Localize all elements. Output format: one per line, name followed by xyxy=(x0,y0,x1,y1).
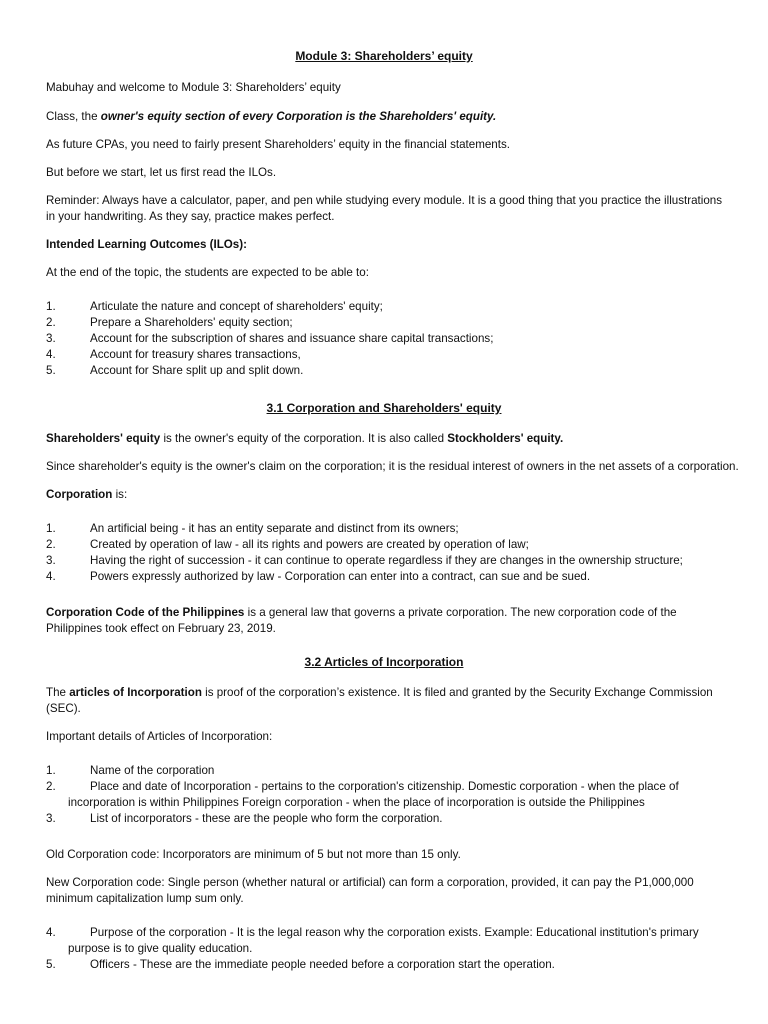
ilo-lead: At the end of the topic, the students are expected to be able to: xyxy=(46,266,369,279)
class-statement xyxy=(46,109,728,125)
list-text: Account for treasury shares transactions, xyxy=(90,348,301,361)
list-text: An artificial being - it has an entity separate and distinct from its owners; xyxy=(90,522,459,535)
code-rest: is a general law that governs a private corporation. The new corporation code of the Philippines took effect on February 23, 2019. xyxy=(46,606,677,635)
list-number: 5. xyxy=(46,364,56,377)
list-number: 4. xyxy=(46,926,56,939)
aoi-rest: is proof of the corporation’s existence. It is filed and granted by the Security Exchange Commission (SEC). xyxy=(46,686,713,715)
class-prefix: Class, the xyxy=(46,110,101,123)
corporation-code-paragraph xyxy=(46,605,728,637)
list-text: Powers expressly authorized by law - Corporation can enter into a contract, can sue and be sued. xyxy=(90,570,591,583)
list-number: 1. xyxy=(46,300,56,313)
list-number: 2. xyxy=(46,316,56,329)
list-text: Place and date of Incorporation - pertains to the corporation's citizenship. Domestic corporation - when the place of xyxy=(90,780,679,793)
list-text: List of incorporators - these are the people who form the corporation. xyxy=(90,812,443,825)
reminder-paragraph: Reminder: Always have a calculator, paper, and pen while studying every module. It is a good thing that you practice the illustrations in your handwriting. As they say, practice makes perfect. xyxy=(46,194,723,223)
list-number: 1. xyxy=(46,522,56,535)
list-text: Articulate the nature and concept of shareholders' equity; xyxy=(90,300,383,313)
list-text: Having the right of succession - it can continue to operate regardless if they are changes in the ownership structure; xyxy=(90,554,683,567)
cpa-text: As future CPAs, you need to fairly present Shareholders’ equity in the financial statements. xyxy=(46,138,510,151)
def-term2: Stockholders' equity. xyxy=(447,432,564,445)
old-code-text: Old Corporation code: Incorporators are minimum of 5 but not more than 15 only. xyxy=(46,848,461,861)
list-text: Prepare a Shareholders' equity section; xyxy=(90,316,293,329)
list-text: Account for Share split up and split down. xyxy=(90,364,304,377)
section-3-1-heading: 3.1 Corporation and Shareholders' equity xyxy=(266,401,502,415)
aoi-item-2-continuation: incorporation is within Philippines Foreign corporation - when the place of incorporation is outside the Philippines xyxy=(68,796,645,809)
def-mid: is the owner's equity of the corporation. It is also called xyxy=(160,432,448,445)
list-number: 3. xyxy=(46,812,56,825)
section-3-2-heading: 3.2 Articles of Incorporation xyxy=(304,655,464,669)
list-text: Account for the subscription of shares and issuance share capital transactions; xyxy=(90,332,494,345)
list-number: 2. xyxy=(46,780,56,793)
ilo-heading: Intended Learning Outcomes (ILOs): xyxy=(46,238,247,251)
new-code-text: New Corporation code: Single person (whether natural or artificial) can form a corporation, provided, it can pay the P1,000,000 minimum capitalization lump sum only. xyxy=(46,876,694,905)
corporation-lead xyxy=(46,487,728,503)
aoi-pre: The xyxy=(46,686,70,699)
corp-rest: is: xyxy=(112,488,128,501)
list-number: 3. xyxy=(46,554,56,567)
before-text: But before we start, let us first read the ILOs. xyxy=(46,166,277,179)
list-number: 4. xyxy=(46,570,56,583)
list-text: Created by operation of law - all its rights and powers are created by operation of law; xyxy=(90,538,529,551)
list-text: Name of the corporation xyxy=(90,764,215,777)
aoi-term: articles of Incorporation xyxy=(69,686,202,699)
since-text: Since shareholder's equity is the owner's claim on the corporation; it is the residual interest of owners in the net assets of a corporation. xyxy=(46,460,739,473)
welcome-text: Mabuhay and welcome to Module 3: Shareholders’ equity xyxy=(46,81,341,94)
aoi-paragraph xyxy=(46,685,728,717)
page-title: Module 3: Shareholders’ equity xyxy=(295,49,473,63)
class-emphasis: owner's equity section of every Corporation is the Shareholders' equity. xyxy=(100,110,497,123)
code-term: Corporation Code of the Philippines xyxy=(46,606,245,619)
list-number: 2. xyxy=(46,538,56,551)
shareholders-equity-definition xyxy=(46,431,728,447)
corp-term: Corporation xyxy=(46,488,113,501)
list-number: 4. xyxy=(46,348,56,361)
list-text: Purpose of the corporation - It is the legal reason why the corporation exists. Example: Educational institution's primary xyxy=(90,926,699,939)
list-number: 3. xyxy=(46,332,56,345)
list-text: Officers - These are the immediate people needed before a corporation start the operation. xyxy=(90,958,555,971)
def-term: Shareholders' equity xyxy=(46,432,161,445)
list-number: 5. xyxy=(46,958,56,971)
list-number: 1. xyxy=(46,764,56,777)
aoi-item-4-continuation: purpose is to give quality education. xyxy=(68,942,253,955)
details-lead: Important details of Articles of Incorporation: xyxy=(46,730,273,743)
